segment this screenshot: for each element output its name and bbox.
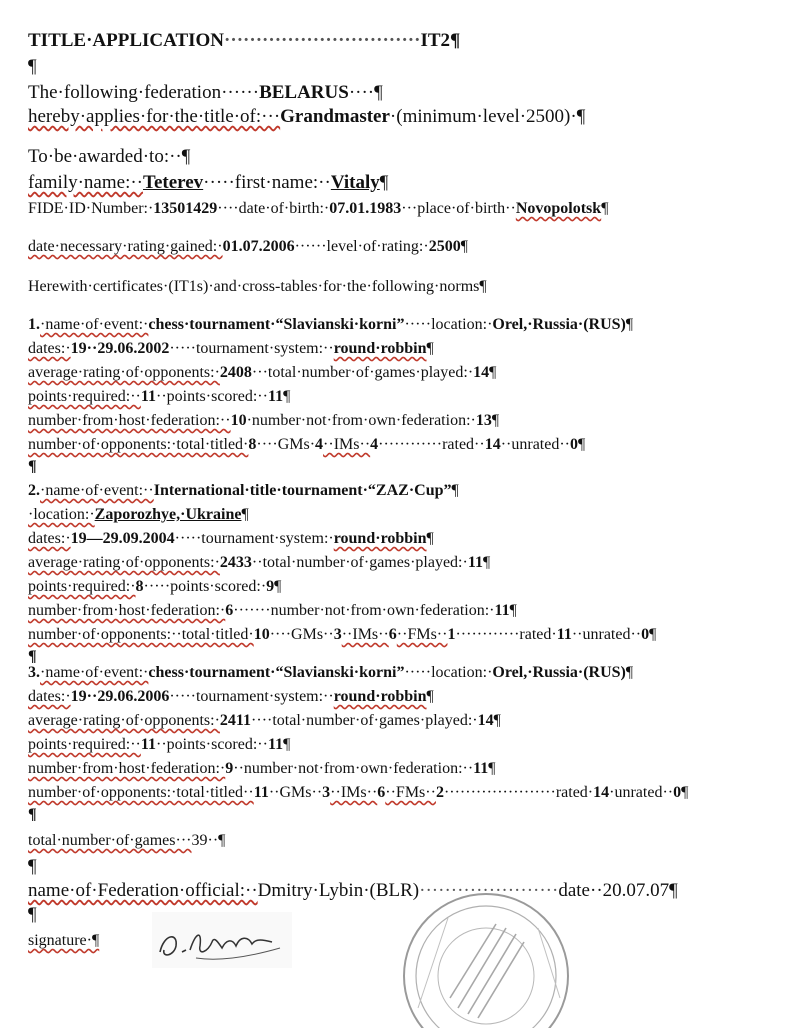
handwritten-signature [152,912,292,968]
norm-1-average: average·rating·of·opponents:·2408···total·number·of·games·played:·14¶ [28,364,497,381]
federation-name: BELARUS [259,82,349,103]
fide-id: 13501429 [153,200,218,217]
norm-2-opponents: number·of·opponents:··total·titled·10····GMs··3··IMs··6··FMs··1············rated·11··unrated··0¶ [28,626,657,643]
document-header [28,30,460,52]
norm-2-federation: number·from·host·federation:·6·······number·not·from·own·federation:·11¶ [28,602,517,619]
first-name: Vitaly [330,172,380,193]
rating-date: 01.07.2006 [222,238,295,255]
norm-2-dates: dates:·19—29.09.2004·····tournament·system:·round·robbin¶ [28,530,434,547]
official-name: Dmitry·Lybin·(BLR) [257,880,420,901]
signature-label: signature·¶ [28,932,100,949]
federation-stamp [388,888,584,1028]
norm-2-points: points·required:·8·····points·scored:·9¶ [28,578,282,595]
total-games-line: total·number·of·games···39··¶ [28,832,226,849]
pilcrow: ¶ [28,56,37,77]
place-of-birth: Novopolotsk [515,200,602,217]
pilcrow: ¶ [28,648,37,665]
official-date: 20.07.07 [602,880,670,901]
document-title: TITLE·APPLICATION [28,30,225,51]
norm-1-federation: number·from·host·federation:··10·number·not·from·own·federation:·13¶ [28,412,500,429]
header-leader-dots: ······························· [224,30,421,51]
rating-line: date·necessary·rating·gained:·01.07.2006······level·of·rating:·2500¶ [28,238,468,255]
date-of-birth: 07.01.1983 [329,200,402,217]
federation-line: The·following·federation······BELARUS····¶ [28,82,383,103]
norm-3-average: average·rating·of·opponents:·2411····total·number·of·games·played:·14¶ [28,712,501,729]
norm-3-opponents: number·of·opponents:·total·titled··11··GMs··3··IMs··6··FMs··2·····················rated·14·unrated··0¶ [28,784,689,801]
norm-3-event: 3.·name·of·event:·chess·tournament·“Slavianski·korni”·····location:·Orel,·Russia·(RUS)¶ [28,664,634,681]
norm-1-dates: dates:·19··29.06.2002·····tournament·system:··round·robbin¶ [28,340,434,357]
pilcrow: ¶ [28,856,37,877]
pilcrow: ¶ [28,458,37,475]
herewith-line: Herewith·certificates·(IT1s)·and·cross-tables·for·the·following·norms¶ [28,278,487,295]
norm-3-dates: dates:·19··29.06.2006·····tournament·system:··round·robbin¶ [28,688,434,705]
norm-2-event: 2.·name·of·event:··International·title·tournament·“ZAZ·Cup”¶ [28,482,459,499]
applied-title: Grandmaster [280,106,390,127]
norm-3-points: points·required:··11··points·scored:··11¶ [28,736,291,753]
official-line: name·of·Federation·official:··Dmitry·Lybin·(BLR)······················date··20.07.07¶ [28,880,678,901]
awarded-to-line: To·be·awarded·to:··¶ [28,146,191,167]
norm-3-federation: number·from·host·federation:·9··number·not·from·own·federation:··11¶ [28,760,496,777]
norm-1-opponents: number·of·opponents:·total·titled·8····GMs·4··IMs··4············rated··14··unrated··0¶ [28,436,586,453]
pilcrow: ¶ [28,904,37,925]
player-name-line: family·name:··Teterev·····first·name:··Vitaly¶ [28,172,389,193]
form-code: IT2¶ [420,30,461,51]
rating-level: 2500 [428,238,461,255]
norm-2-average: average·rating·of·opponents:·2433··total·number·of·games·played:·11¶ [28,554,491,571]
pilcrow: ¶ [28,806,37,823]
norm-1-event: 1.·name·of·event:·chess·tournament·“Slavianski·korni”·····location:·Orel,·Russia·(RUS)¶ [28,316,634,333]
applies-line: hereby·applies·for·the·title·of:···Grandmaster·(minimum·level·2500)·¶ [28,106,586,127]
family-name: Teterev [143,172,204,193]
player-id-line: FIDE·ID·Number:·13501429····date·of·birth:·07.01.1983···place·of·birth··Novopolotsk¶ [28,200,609,217]
total-games-value: 39 [191,832,208,849]
norm-1-points: points·required:··11··points·scored:··11¶ [28,388,291,405]
norm-2-location: ·location:·Zaporozhye,·Ukraine¶ [28,506,249,523]
